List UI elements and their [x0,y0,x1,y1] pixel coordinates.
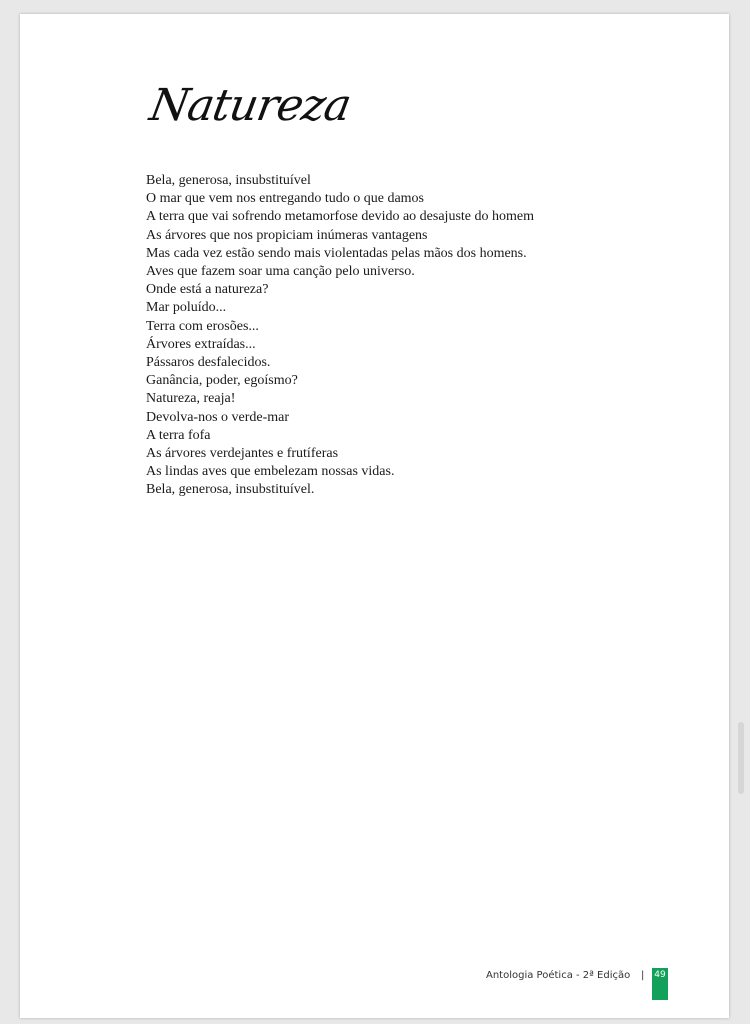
poem-line: Bela, generosa, insubstituível [146,173,311,188]
page-number-badge [652,968,668,1000]
poem-line: Terra com erosões... [146,318,259,334]
poem-line: A terra fofa [146,427,211,443]
poem-line: As árvores verdejantes e frutíferas [146,446,339,462]
poem-line: Onde está a natureza? [146,282,269,298]
footer-separator: | [641,970,645,981]
poem-line: Mas cada vez estão sendo mais violentadas pelas mãos dos homens. [146,245,527,261]
poem-body [146,172,534,500]
poem-line: A terra que vai sofrendo metamorfose devido ao desajuste do homem [146,209,534,225]
page-number: 49 [654,970,666,980]
vertical-scrollbar[interactable] [738,722,744,794]
poem-line: Ganância, poder, egoísmo? [146,373,298,389]
poem-line: Natureza, reaja! [146,391,236,407]
poem-line: Mar poluído... [146,300,227,316]
poem-line: Pássaros desfalecidos. [146,355,271,371]
poem-line: Bela, generosa, insubstituível. [146,482,315,498]
poem-line: As lindas aves que embelezam nossas vidas. [146,464,395,480]
poem-line: As árvores que nos propiciam inúmeras vantagens [146,227,428,243]
document-page [20,14,729,1018]
poem-line: Devolva-nos o verde-mar [146,409,290,425]
poem-title: Natureza [146,80,355,131]
poem-line: Aves que fazem soar uma canção pelo universo. [146,264,415,280]
poem-line: O mar que vem nos entregando tudo o que damos [146,191,424,207]
poem-line: Árvores extraídas... [146,336,256,352]
footer-book-title: Antologia Poética - 2ª Edição [486,970,631,981]
